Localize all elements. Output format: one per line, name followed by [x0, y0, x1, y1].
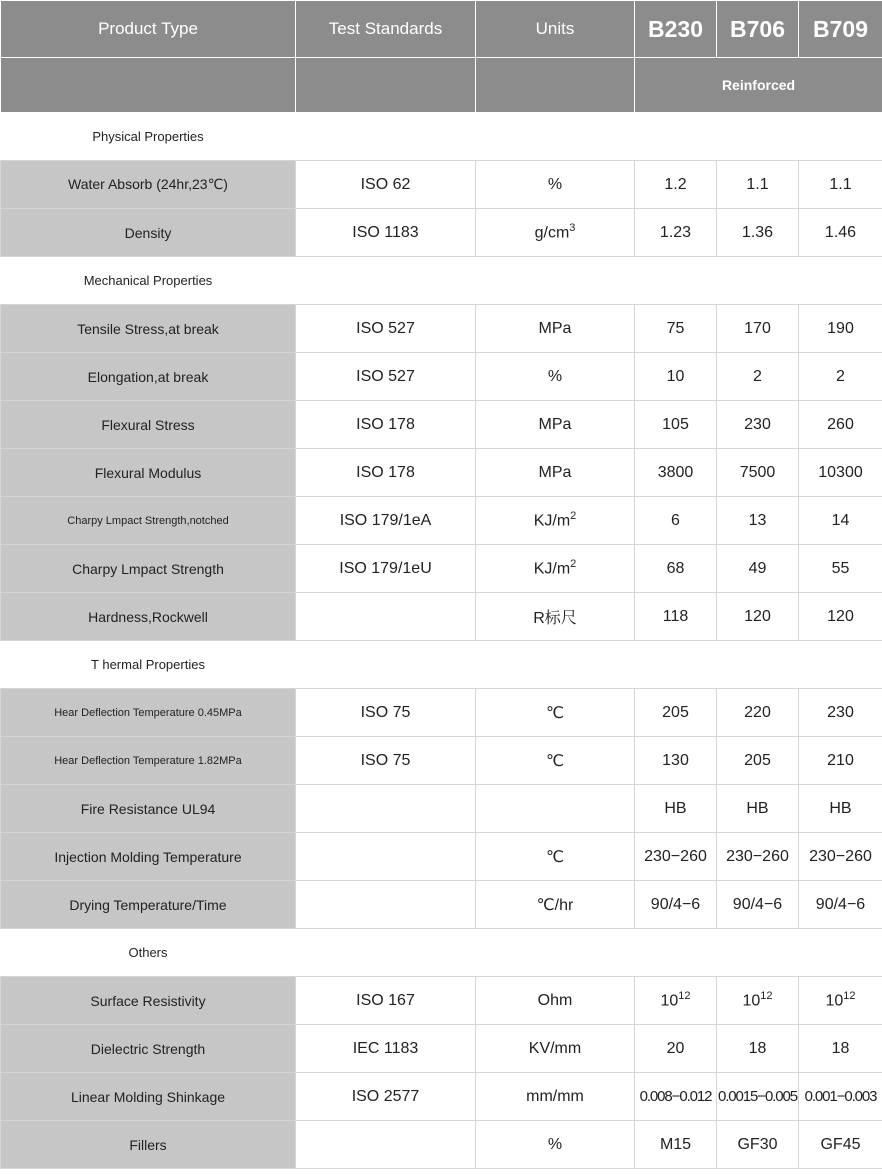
value-base: 10 [825, 992, 844, 1010]
value-b709: 260 [799, 401, 882, 449]
section-title: Others [1, 929, 296, 977]
property-label: Injection Molding Temperature [1, 833, 296, 881]
value-b709: 190 [799, 305, 882, 353]
value-b230: 6 [635, 497, 717, 545]
value-b709: HB [799, 785, 882, 833]
value-base: 10 [660, 992, 679, 1010]
table-row [1, 209, 882, 257]
value-b230: 90/4−6 [635, 881, 717, 929]
table-row [1, 401, 882, 449]
value-b709: 55 [799, 545, 882, 593]
test-standard [296, 785, 476, 833]
section-row-thermal [1, 641, 882, 689]
unit: R标尺 [476, 593, 635, 641]
header-row [1, 1, 882, 58]
value-exponent: 12 [678, 990, 691, 1003]
property-label: Flexural Modulus [1, 449, 296, 497]
value-b706: 220 [717, 689, 799, 737]
property-label: Fillers [1, 1121, 296, 1169]
value-b706 [717, 977, 799, 1025]
property-label: Surface Resistivity [1, 977, 296, 1025]
value-b709: 18 [799, 1025, 882, 1073]
value-b706: GF30 [717, 1121, 799, 1169]
value-b706: 18 [717, 1025, 799, 1073]
header-grade: Reinforced [635, 58, 882, 113]
unit: % [476, 1121, 635, 1169]
property-label: Water Absorb (24hr,23℃) [1, 161, 296, 209]
table-row [1, 833, 882, 881]
table-row [1, 1121, 882, 1169]
test-standard: ISO 179/1eU [296, 545, 476, 593]
header-model-b230: B230 [635, 1, 717, 58]
table-row [1, 1073, 882, 1121]
unit-exponent: 2 [570, 558, 577, 571]
unit: MPa [476, 449, 635, 497]
value-exponent: 12 [760, 990, 773, 1003]
unit-base: KJ/m [533, 560, 571, 578]
section-row-mechanical [1, 257, 882, 305]
value-b706: 13 [717, 497, 799, 545]
unit [476, 545, 635, 593]
value-b230: 1.23 [635, 209, 717, 257]
value-b230: 3800 [635, 449, 717, 497]
value-exponent: 12 [843, 990, 856, 1003]
value-b706: 2 [717, 353, 799, 401]
value-b709: 1.1 [799, 161, 882, 209]
value-b706: 49 [717, 545, 799, 593]
value-b230: M15 [635, 1121, 717, 1169]
test-standard: ISO 1183 [296, 209, 476, 257]
table-row [1, 497, 882, 545]
property-label: Fire Resistance UL94 [1, 785, 296, 833]
header-product-type: Product Type [1, 1, 296, 58]
test-standard [296, 1121, 476, 1169]
header-blank-3 [476, 58, 635, 113]
property-label: Flexural Stress [1, 401, 296, 449]
value-b709: 14 [799, 497, 882, 545]
value-b230: 130 [635, 737, 717, 785]
value-base: 10 [742, 992, 761, 1010]
value-b230: 68 [635, 545, 717, 593]
value-b230: 20 [635, 1025, 717, 1073]
test-standard: ISO 167 [296, 977, 476, 1025]
unit: ℃/hr [476, 881, 635, 929]
property-label: Charpy Lmpact Strength [1, 545, 296, 593]
unit: % [476, 161, 635, 209]
property-label: Charpy Lmpact Strength,notched [1, 497, 296, 545]
header-blank-2 [296, 58, 476, 113]
test-standard: ISO 75 [296, 737, 476, 785]
value-b709: 1.46 [799, 209, 882, 257]
value-b230: 0.008−0.012 [635, 1073, 717, 1121]
value-b706: 7500 [717, 449, 799, 497]
unit: ℃ [476, 737, 635, 785]
test-standard: ISO 178 [296, 449, 476, 497]
value-b709: 230 [799, 689, 882, 737]
test-standard: ISO 62 [296, 161, 476, 209]
test-standard: ISO 2577 [296, 1073, 476, 1121]
unit: ℃ [476, 833, 635, 881]
unit-base: g/cm [534, 224, 570, 242]
table-row [1, 353, 882, 401]
value-b230: 230−260 [635, 833, 717, 881]
table-row [1, 881, 882, 929]
property-label: Linear Molding Shinkage [1, 1073, 296, 1121]
unit: Ohm [476, 977, 635, 1025]
test-standard: ISO 527 [296, 305, 476, 353]
unit: KV/mm [476, 1025, 635, 1073]
unit: MPa [476, 401, 635, 449]
unit: mm/mm [476, 1073, 635, 1121]
value-b706: 170 [717, 305, 799, 353]
value-b709: 210 [799, 737, 882, 785]
value-b709: 120 [799, 593, 882, 641]
value-b709: 0.001−0.003 [799, 1073, 882, 1121]
unit-exponent: 2 [570, 510, 577, 523]
table-row [1, 977, 882, 1025]
test-standard [296, 593, 476, 641]
table-row [1, 593, 882, 641]
value-b706: 230 [717, 401, 799, 449]
value-b706: 205 [717, 737, 799, 785]
unit [476, 497, 635, 545]
table-row [1, 1025, 882, 1073]
header-blank-1 [1, 58, 296, 113]
value-b706: 230−260 [717, 833, 799, 881]
unit-base: KJ/m [533, 512, 571, 530]
test-standard: ISO 527 [296, 353, 476, 401]
section-title: Mechanical Properties [1, 257, 296, 305]
value-b706: 1.1 [717, 161, 799, 209]
section-title: Physical Properties [1, 113, 296, 161]
value-b709: 230−260 [799, 833, 882, 881]
table-row [1, 689, 882, 737]
value-b230: 118 [635, 593, 717, 641]
value-b709: 2 [799, 353, 882, 401]
value-b706: 90/4−6 [717, 881, 799, 929]
value-b709 [799, 977, 882, 1025]
table-row [1, 737, 882, 785]
property-label: Hardness,Rockwell [1, 593, 296, 641]
header-units: Units [476, 1, 635, 58]
property-label: Dielectric Strength [1, 1025, 296, 1073]
unit: ℃ [476, 689, 635, 737]
table-row [1, 785, 882, 833]
property-label: Tensile Stress,at break [1, 305, 296, 353]
value-b230: 1.2 [635, 161, 717, 209]
unit: MPa [476, 305, 635, 353]
property-label: Elongation,at break [1, 353, 296, 401]
section-title: T hermal Properties [1, 641, 296, 689]
value-b706: 0.0015−0.005 [717, 1073, 799, 1121]
value-b709: 10300 [799, 449, 882, 497]
property-label: Hear Deflection Temperature 0.45MPa [1, 689, 296, 737]
value-b230: 205 [635, 689, 717, 737]
table-row [1, 305, 882, 353]
header-subrow [1, 58, 882, 113]
unit [476, 209, 635, 257]
property-label: Hear Deflection Temperature 1.82MPa [1, 737, 296, 785]
value-b230 [635, 977, 717, 1025]
section-row-others [1, 929, 882, 977]
test-standard: ISO 75 [296, 689, 476, 737]
value-b230: 75 [635, 305, 717, 353]
test-standard [296, 881, 476, 929]
unit [476, 785, 635, 833]
table-row [1, 545, 882, 593]
header-model-b709: B709 [799, 1, 882, 58]
unit: % [476, 353, 635, 401]
value-b709: GF45 [799, 1121, 882, 1169]
value-b709: 90/4−6 [799, 881, 882, 929]
value-b230: 105 [635, 401, 717, 449]
value-b706: HB [717, 785, 799, 833]
value-b230: 10 [635, 353, 717, 401]
test-standard: IEC 1183 [296, 1025, 476, 1073]
value-b706: 120 [717, 593, 799, 641]
table-row [1, 161, 882, 209]
test-standard: ISO 178 [296, 401, 476, 449]
value-b230: HB [635, 785, 717, 833]
section-row-physical [1, 113, 882, 161]
test-standard [296, 833, 476, 881]
unit-exponent: 3 [569, 222, 576, 235]
property-label: Drying Temperature/Time [1, 881, 296, 929]
property-label: Density [1, 209, 296, 257]
header-model-b706: B706 [717, 1, 799, 58]
value-b706: 1.36 [717, 209, 799, 257]
table-row [1, 449, 882, 497]
test-standard: ISO 179/1eA [296, 497, 476, 545]
header-test-standards: Test Standards [296, 1, 476, 58]
